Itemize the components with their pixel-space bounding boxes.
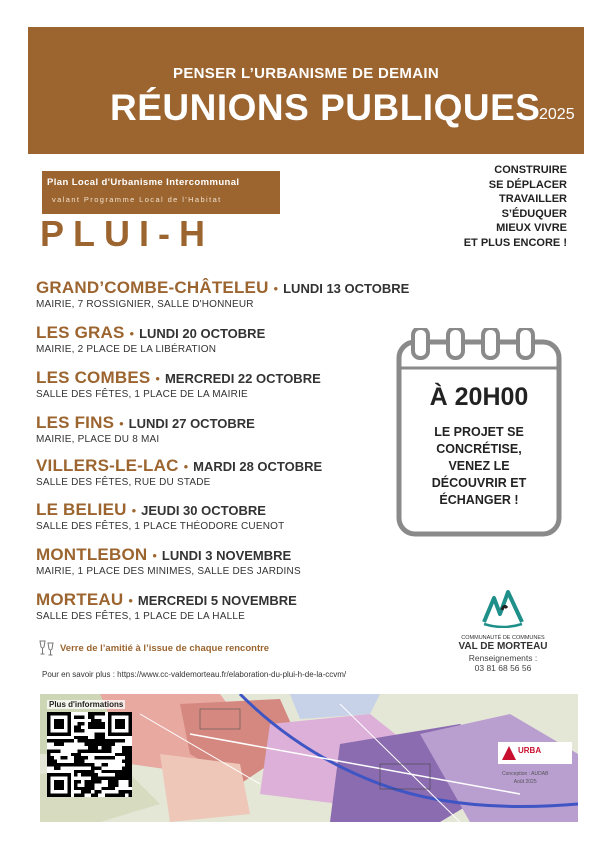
meeting-item	[36, 456, 322, 488]
plui-h-title: PLUI-H	[40, 213, 214, 254]
bullet-separator: •	[128, 593, 133, 608]
theme-item: MIEUX VIVRE	[496, 222, 567, 234]
meeting-address: MAIRIE, 2 PLACE DE LA LIBÉRATION	[36, 344, 217, 355]
meeting-town: GRAND’COMBE-CHÂTELEU	[36, 278, 269, 297]
header-subtitle: PENSER L’URBANISME DE DEMAIN	[173, 65, 439, 82]
meeting-item	[36, 545, 301, 577]
qr-code[interactable]	[47, 712, 132, 797]
more-info-label: Pour en savoir plus :	[42, 670, 118, 679]
meeting-address: SALLE DES FÊTES, RUE DU STADE	[36, 477, 211, 488]
theme-item: S’ÉDUQUER	[501, 207, 567, 220]
verre-text: Verre de l’amitié à l’issue de chaque rencontre	[60, 643, 270, 654]
audab-logo-icon	[500, 744, 518, 762]
meeting-date: MERCREDI 22 OCTOBRE	[164, 371, 321, 386]
ccvm-name: VAL DE MORTEAU	[458, 641, 548, 652]
theme-item: ET PLUS ENCORE !	[463, 236, 567, 249]
calendar-line: VENEZ LE	[448, 459, 510, 473]
plui-h-label-box	[42, 171, 280, 214]
ccvm-small-label: COMMUNAUTÉ DE COMMUNES	[461, 635, 545, 641]
header-year: 2025	[539, 106, 575, 123]
meeting-item	[36, 278, 409, 310]
meeting-time: À 20H00	[429, 383, 529, 411]
plan-line2: valant Programme Local de l'Habitat	[52, 195, 222, 204]
meeting-date: LUNDI 3 NOVEMBRE	[161, 548, 292, 563]
ccvm-contact-label: Renseignements :	[468, 653, 538, 663]
calendar-message	[395, 424, 563, 509]
meeting-date: LUNDI 27 OCTOBRE	[128, 416, 255, 431]
calendar-line: LE PROJET SE	[434, 425, 524, 439]
bullet-separator: •	[119, 416, 124, 431]
theme-item: CONSTRUIRE	[494, 164, 567, 176]
meeting-item	[36, 413, 255, 445]
meeting-date: LUNDI 13 OCTOBRE	[283, 281, 410, 296]
website-link[interactable]: https://www.cc-valdemorteau.fr/elaboration-du-plui-h-de-la-ccvm/	[117, 670, 347, 679]
theme-item: TRAVAILLER	[498, 193, 567, 205]
bullet-separator: •	[155, 371, 160, 386]
meeting-item	[36, 368, 321, 400]
meeting-date: JEUDI 30 OCTOBRE	[141, 503, 266, 518]
themes-list	[464, 163, 567, 250]
meeting-town: MONTLEBON	[36, 545, 148, 564]
meeting-address: MAIRIE, 1 PLACE DES MINIMES, SALLE DES JARDINS	[36, 566, 301, 577]
calendar-line: DÉCOUVRIR ET	[431, 476, 527, 490]
ccvm-phone: 03 81 68 56 56	[474, 663, 532, 673]
ccvm-logo-block	[438, 588, 568, 673]
header-title: RÉUNIONS PUBLIQUES	[110, 87, 541, 128]
bullet-separator: •	[129, 326, 135, 341]
bullet-separator: •	[183, 459, 189, 474]
meeting-item	[36, 323, 265, 355]
bullet-separator: •	[273, 281, 279, 296]
audab-logo	[498, 742, 572, 764]
bullet-separator: •	[152, 548, 157, 563]
audab-logo-text: URBA	[518, 746, 542, 755]
header-banner	[28, 27, 584, 154]
meeting-town: LES FINS	[36, 413, 115, 432]
glasses-icon	[38, 639, 56, 657]
more-info-line	[42, 670, 346, 679]
calendar-graphic	[395, 328, 563, 538]
meeting-item	[36, 500, 284, 532]
plan-line1: Plan Local d'Urbanisme Intercommunal	[47, 177, 240, 188]
meeting-date: MARDI 28 OCTOBRE	[193, 459, 323, 474]
meeting-town: LES GRAS	[36, 323, 125, 342]
meeting-address: MAIRIE, PLACE DU 8 MAI	[36, 434, 160, 445]
theme-item: SE DÉPLACER	[488, 178, 567, 191]
meeting-address: MAIRIE, 7 ROSSIGNIER, SALLE D'HONNEUR	[36, 299, 254, 310]
qr-code-icon	[47, 712, 132, 797]
credit-text	[502, 770, 548, 786]
plus-info-label: Plus d'informations	[49, 700, 124, 709]
calendar-line: ÉCHANGER !	[439, 493, 519, 507]
bullet-separator: •	[131, 503, 137, 518]
meeting-town: LE BELIEU	[36, 500, 127, 519]
meeting-address: SALLE DES FÊTES, 1 PLACE DE LA HALLE	[36, 611, 245, 622]
meeting-address: SALLE DES FÊTES, 1 PLACE THÉODORE CUENOT	[36, 521, 285, 532]
meeting-town: VILLERS-LE-LAC	[36, 456, 179, 475]
credit-line: Août 2025	[513, 779, 537, 785]
mountain-logo-icon	[480, 588, 526, 628]
calendar-line: CONCRÉTISE,	[436, 442, 522, 456]
meeting-address: SALLE DES FÊTES, 1 PLACE DE LA MAIRIE	[36, 389, 248, 400]
meeting-item	[36, 590, 297, 622]
meeting-date: MERCREDI 5 NOVEMBRE	[137, 593, 297, 608]
meeting-town: MORTEAU	[36, 590, 124, 609]
meeting-date: LUNDI 20 OCTOBRE	[139, 326, 266, 341]
credit-line: Conception : AUDAB	[502, 771, 549, 777]
meeting-town: LES COMBES	[36, 368, 151, 387]
